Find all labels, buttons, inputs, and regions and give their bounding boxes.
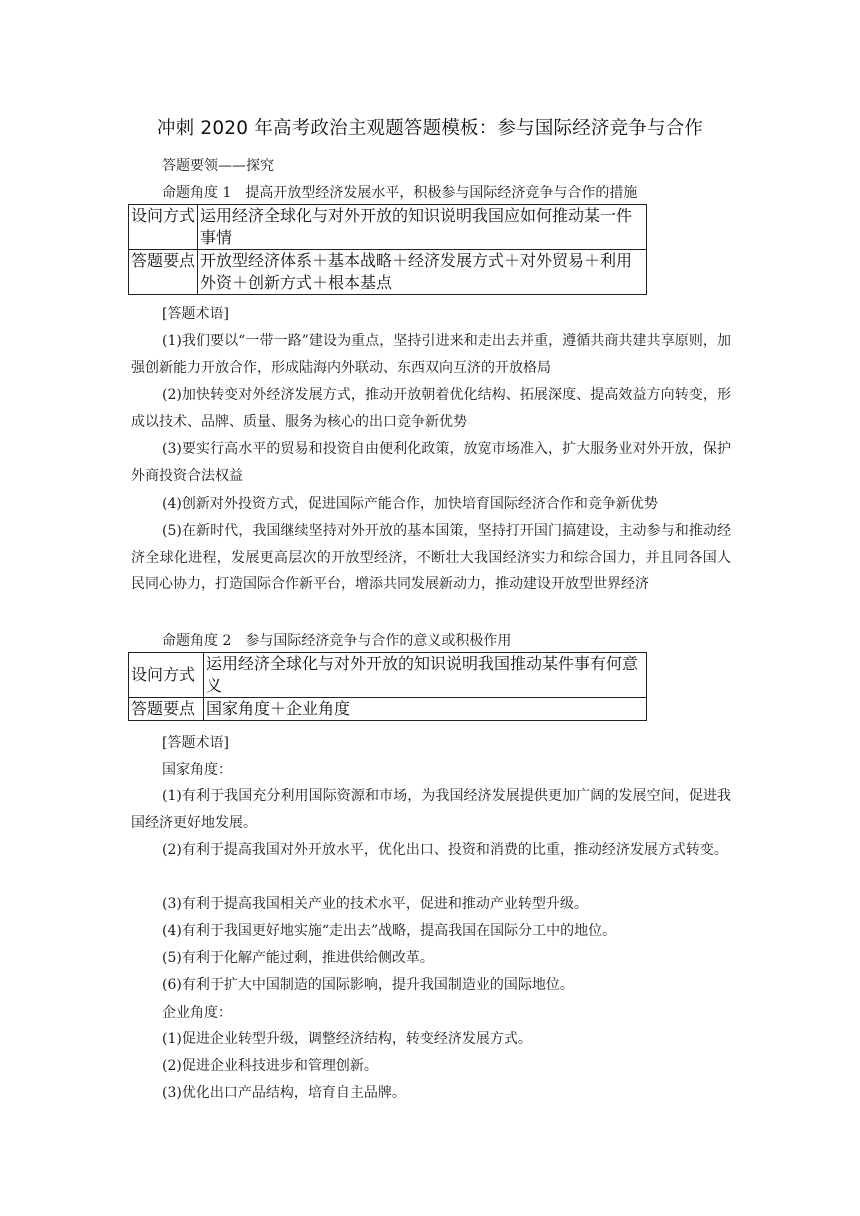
list-item: (6)有利于扩大中国制造的国际影响，提升我国制造业的国际地位。 [162, 977, 574, 993]
list-item: (1)促进企业转型升级，调整经济结构，转变经济发展方式。 [162, 1031, 532, 1047]
list-item: (3)有利于提高我国相关产业的技术水平，促进和推动产业转型升级。 [162, 896, 588, 912]
table-content-cell: 运用经济全球化与对外开放的知识说明我国推动某件事有何意义 [204, 653, 647, 698]
national-label: 国家角度： [162, 762, 232, 778]
table-label-cell: 设问方式 [129, 205, 198, 250]
angle2-heading: 命题角度 2 参与国际经济竞争与合作的意义或积极作用 [162, 633, 512, 649]
angle1-table [128, 204, 647, 295]
enterprise-label: 企业角度： [162, 1005, 232, 1021]
list-item: (1)有利于我国充分利用国际资源和市场，为我国经济发展提供更加广阔的发展空间，促进我国经济更好地发展。 [131, 788, 731, 831]
angle2-terms-label: [答题术语] [162, 735, 229, 751]
angle2-table [128, 652, 647, 721]
list-item: (5)在新时代，我国继续坚持对外开放的基本国策，坚持打开国门搞建设，主动参与和推动经济全球化进程，发展更高层次的开放型经济，不断壮大我国经济实力和综合国力，并且同各国人民同心协力，打造国际合作新平台，增添共同发展新动力，推动建设开放型世界经济 [131, 523, 731, 592]
angle1-heading: 命题角度 1 提高开放型经济发展水平，积极参与国际经济竞争与合作的措施 [162, 185, 638, 201]
table-row [129, 250, 647, 295]
table-content-cell: 国家角度＋企业角度 [204, 698, 647, 721]
table-content-cell: 运用经济全球化与对外开放的知识说明我国应如何推动某一件事情 [198, 205, 647, 250]
list-item: (2)有利于提高我国对外开放水平，优化出口、投资和消费的比重，推动经济发展方式转变。 [162, 842, 728, 858]
section-heading: 答题要领——探究 [162, 158, 274, 174]
table-label-cell: 答题要点 [129, 250, 198, 295]
list-item: (3)优化出口产品结构，培育自主品牌。 [162, 1085, 406, 1101]
list-item: (2)加快转变对外经济发展方式，推动开放朝着优化结构、拓展深度、提高效益方向转变，形成以技术、品牌、质量、服务为核心的出口竞争新优势 [131, 387, 731, 430]
list-item: (1)我们要以“一带一路”建设为重点，坚持引进来和走出去并重，遵循共商共建共享原则，加强创新能力开放合作，形成陆海内外联动、东西双向互济的开放格局 [131, 333, 731, 376]
table-row [129, 653, 647, 698]
table-row [129, 205, 647, 250]
list-item: (5)有利于化解产能过剩，推进供给侧改革。 [162, 950, 434, 966]
table-label-cell: 答题要点 [129, 698, 204, 721]
list-item: (4)有利于我国更好地实施“走出去”战略，提高我国在国际分工中的地位。 [162, 923, 617, 939]
list-item: (3)要实行高水平的贸易和投资自由便利化政策，放宽市场准入，扩大服务业对外开放，保护外商投资合法权益 [131, 441, 731, 484]
table-label-cell: 设问方式 [129, 653, 204, 698]
table-content-cell: 开放型经济体系＋基本战略＋经济发展方式＋对外贸易＋利用外资＋创新方式＋根本基点 [198, 250, 647, 295]
table-row [129, 698, 647, 721]
list-item: (2)促进企业科技进步和管理创新。 [162, 1058, 378, 1074]
angle1-terms-label: [答题术语] [162, 306, 229, 322]
document-title: 冲刺 2020 年高考政治主观题答题模板：参与国际经济竞争与合作 [156, 118, 704, 139]
list-item: (4)创新对外投资方式，促进国际产能合作，加快培育国际经济合作和竞争新优势 [162, 496, 658, 512]
